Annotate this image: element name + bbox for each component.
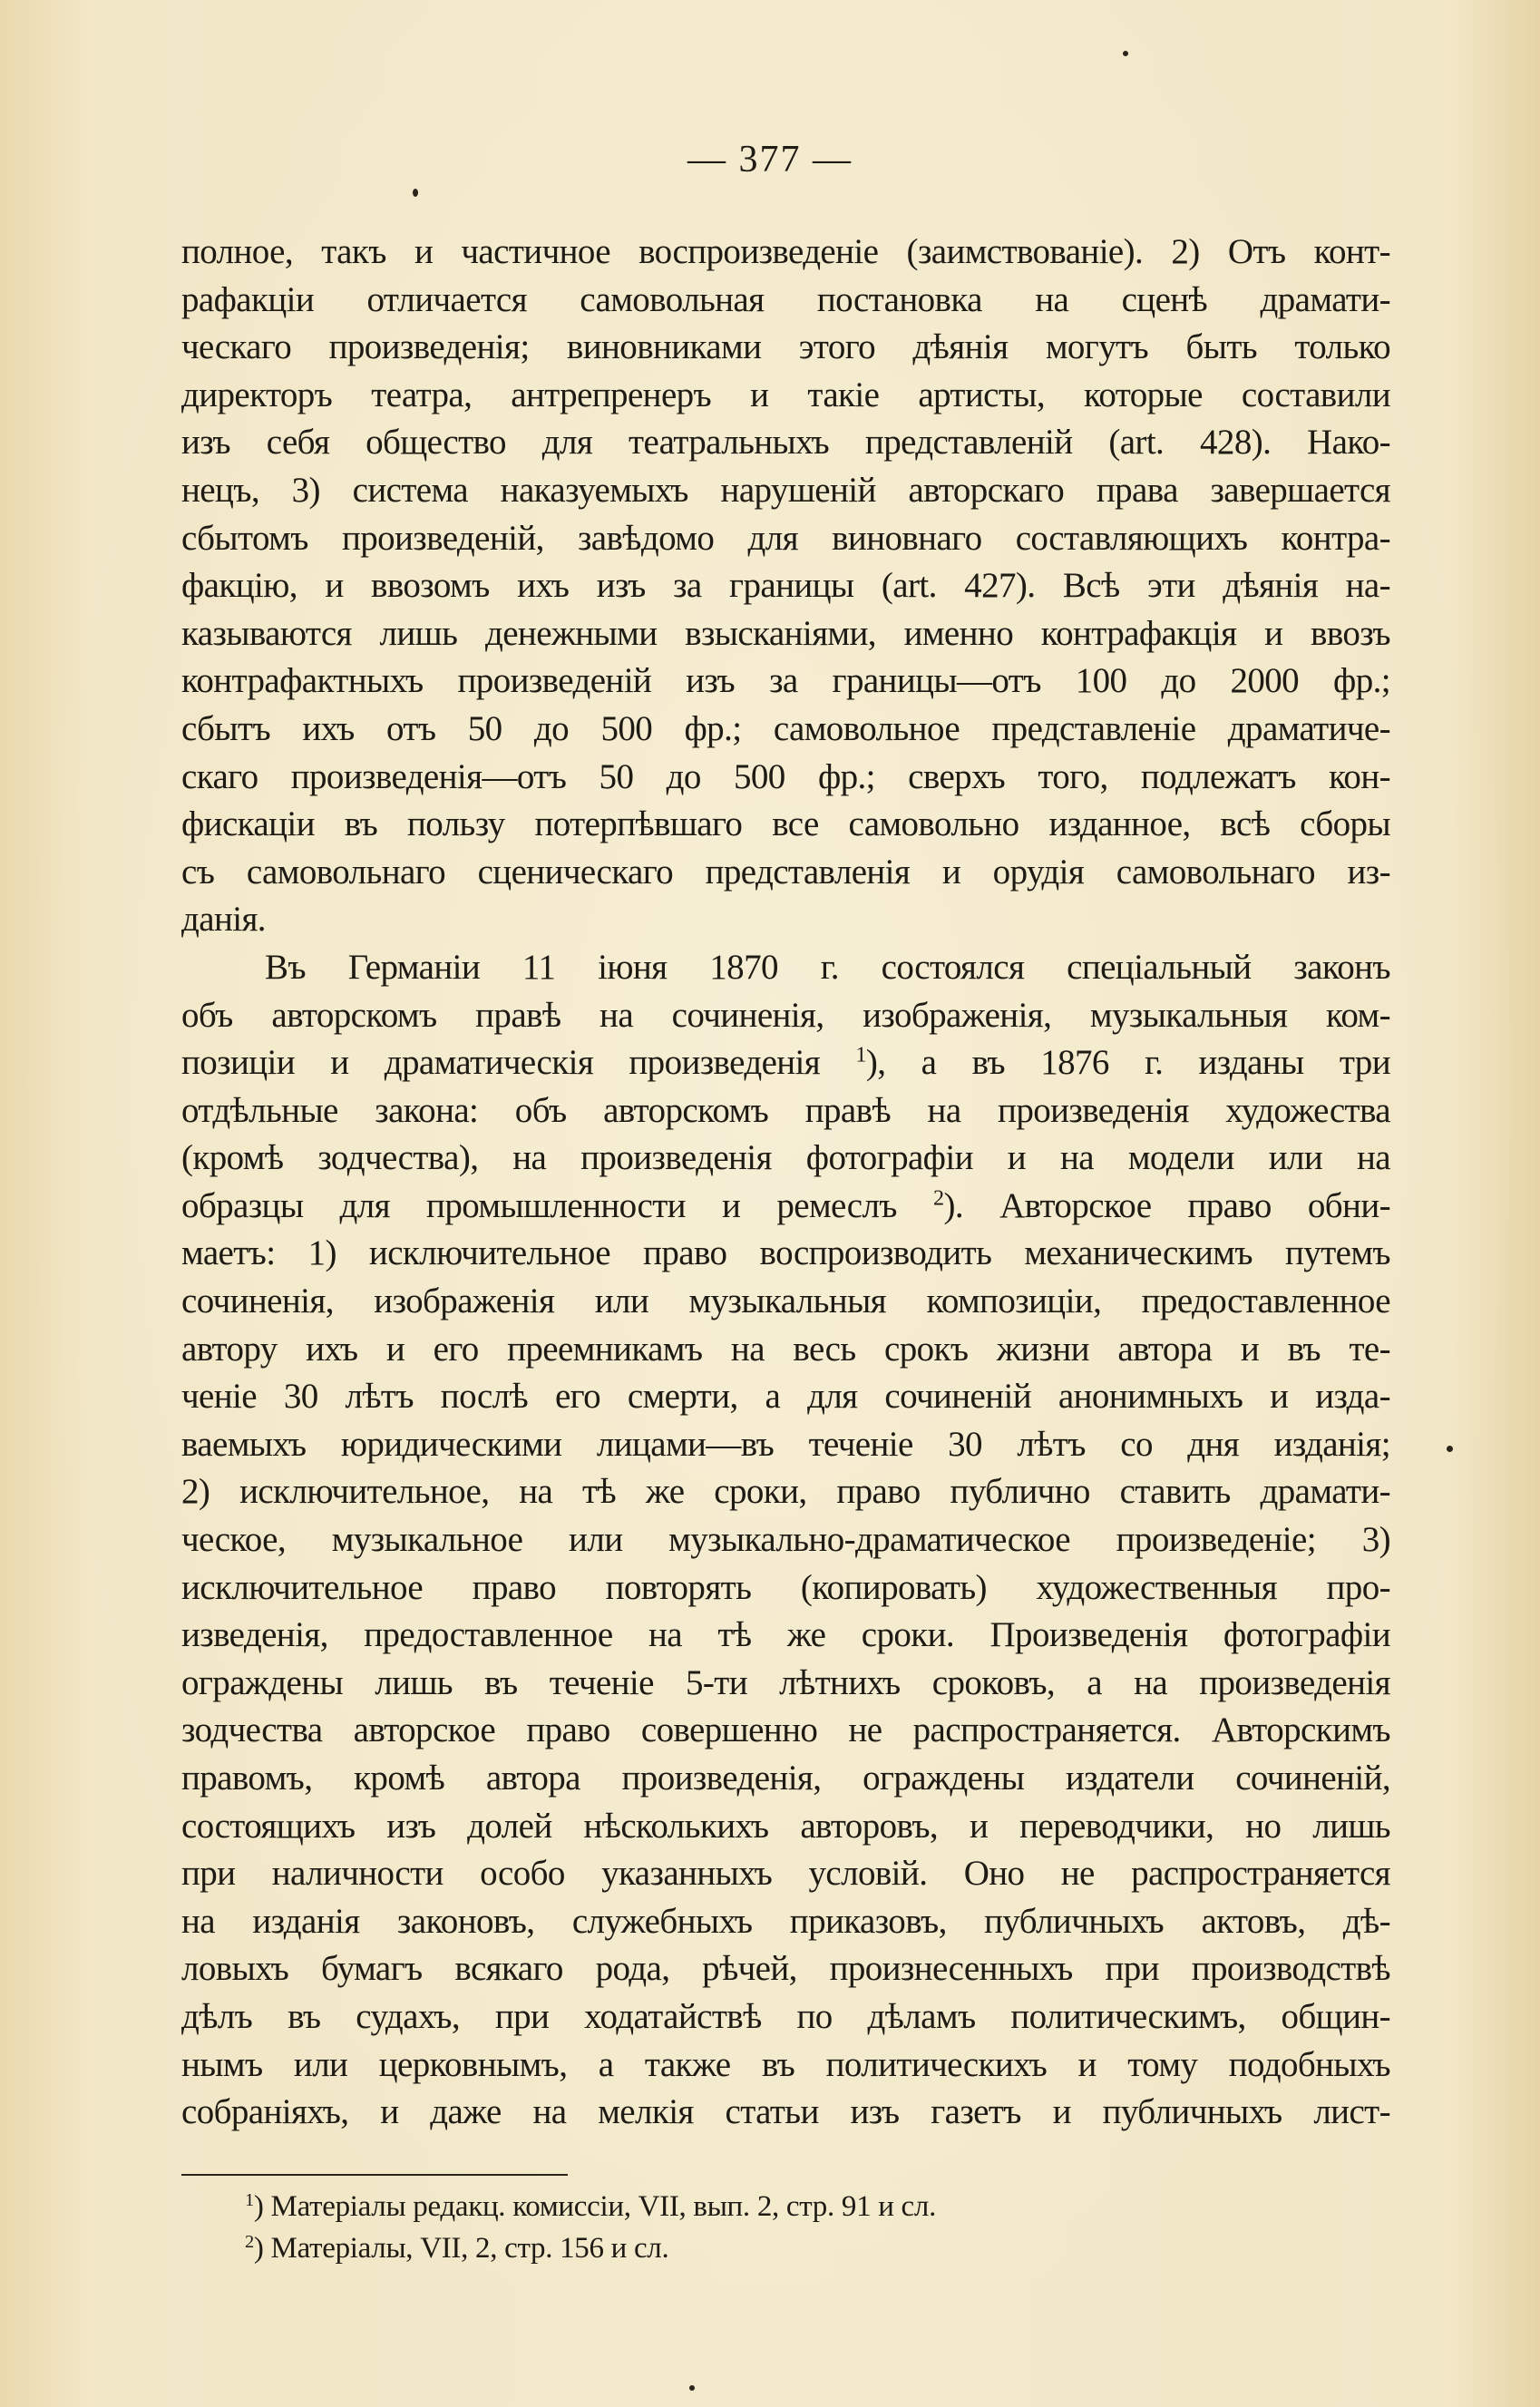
text-line: нецъ, 3) система наказуемыхъ нарушенiй авторскаго права завершается	[181, 470, 1390, 510]
text-line-with-note	[181, 1039, 1390, 1087]
footnote-1	[245, 2186, 1243, 2227]
text-line: исключительное право повторять (копировать) художественныя про-	[181, 1567, 1390, 1607]
text-line: рафакцiи отличается самовольная постановка на сценѣ драмати-	[181, 279, 1390, 319]
ink-speck	[413, 189, 418, 197]
text-line: собранiяхъ, и даже на мелкiя статьи изъ газетъ и публичныхъ лист-	[181, 2092, 1390, 2132]
footnote-mark: 1	[245, 2189, 254, 2210]
text-line: при наличности особо указанныхъ условiй. Оно не распространяется	[181, 1854, 1390, 1894]
footnote-ref-1: 1	[855, 1042, 866, 1067]
text-line: изведенiя, предоставленное на тѣ же сроки. Произведенiя фотографiи	[181, 1615, 1390, 1655]
text-line: казываются лишь денежными взысканiями, именно контрафакцiя и ввозъ	[181, 613, 1390, 653]
text-line: факцiю, и ввозомъ ихъ изъ за границы (art. 427). Всѣ эти дѣянiя на-	[181, 566, 1390, 606]
text-line: съ самовольнаго сценическаго представленiя и орудiя самовольнаго из-	[181, 852, 1390, 892]
text-line: директоръ театра, антрепренеръ и такiе артисты, которые составили	[181, 375, 1390, 414]
ink-speck	[689, 2385, 695, 2391]
text-line: контрафактныхъ произведенiй изъ за границы—отъ 100 до 2000 фр.;	[181, 661, 1390, 701]
text-line: ограждены лишь въ теченiе 5-ти лѣтнихъ сроковъ, а на произведенiя	[181, 1662, 1390, 1702]
text-line: отдѣльные закона: объ авторскомъ правѣ на произведенiя художества	[181, 1090, 1390, 1130]
text-line: 2) исключительное, на тѣ же сроки, право публично ставить драмати-	[181, 1472, 1390, 1512]
text-line: сбытъ ихъ отъ 50 до 500 фр.; самовольное представленiе драматиче-	[181, 708, 1390, 748]
text-line: автору ихъ и его преемникамъ на весь срокъ жизни автора и въ те-	[181, 1329, 1390, 1369]
text-line: маетъ: 1) исключительное право воспроизводить механическимъ путемъ	[181, 1233, 1390, 1273]
text-line: скаго произведенiя—отъ 50 до 500 фр.; сверхъ того, подлежатъ кон-	[181, 756, 1390, 796]
footnote-text: ) Матерiалы редакц. комиссiи, VII, вып. 2, стр. 91 и сл.	[253, 2190, 937, 2223]
text-line: объ авторскомъ правѣ на сочиненiя, изображенiя, музыкальныя ком-	[181, 995, 1390, 1035]
text-line-with-note	[181, 1183, 1390, 1231]
text-fragment: образцы для промышленности и ремеслъ	[181, 1185, 897, 1225]
footnote-2	[245, 2227, 1243, 2269]
footnote-divider	[181, 2174, 568, 2176]
text-line: сбытомъ произведенiй, завѣдомо для виновнаго составляющихъ контра-	[181, 518, 1390, 558]
text-line: ченiе 30 лѣтъ послѣ его смерти, а для сочиненiй анонимныхъ и изда-	[181, 1377, 1390, 1417]
text-fragment: позицiи и драматическiя произведенiя	[181, 1043, 821, 1083]
text-line: на изданiя законовъ, служебныхъ приказовъ, публичныхъ актовъ, дѣ-	[181, 1901, 1390, 1941]
body-text	[181, 229, 1390, 2137]
text-line: нымъ или церковнымъ, а также въ политическихъ и тому подобныхъ	[181, 2044, 1390, 2084]
text-line: изъ себя общество для театральныхъ представленiй (art. 428). Нако-	[181, 423, 1390, 463]
footnote-text: ) Матерiалы, VII, 2, стр. 156 и сл.	[253, 2232, 669, 2265]
ink-speck	[1123, 51, 1128, 56]
text-line: ваемыхъ юридическими лицами—въ теченiе 30 лѣтъ со дня изданiя;	[181, 1424, 1390, 1464]
paragraph-start-line: Въ Германiи 11 iюня 1870 г. состоялся спецiальный законъ	[265, 947, 1390, 987]
text-fragment: ). Авторское право обни-	[943, 1185, 1390, 1225]
text-line: ловыхъ бумагъ всякаго рода, рѣчей, произнесенныхъ при производствѣ	[181, 1949, 1390, 1989]
paragraph-end-line: данiя.	[181, 900, 266, 940]
text-line: полное, такъ и частичное воспроизведенiе (заимствованiе). 2) Отъ конт-	[181, 232, 1390, 271]
page-number: — 377 —	[687, 139, 853, 180]
text-line: фискацiи въ пользу потерпѣвшаго все самовольно изданное, всѣ сборы	[181, 804, 1390, 844]
text-line: (кромѣ зодчества), на произведенiя фотографiи и на модели или на	[181, 1138, 1390, 1178]
text-line: дѣлъ въ судахъ, при ходатайствѣ по дѣламъ политическимъ, общин-	[181, 1996, 1390, 2036]
text-line: зодчества авторское право совершенно не распространяется. Авторскимъ	[181, 1710, 1390, 1750]
footnote-ref-2: 2	[932, 1185, 944, 1211]
footnote-mark: 2	[245, 2231, 254, 2252]
ink-speck	[1447, 1446, 1453, 1452]
text-line: ческаго произведенiя; виновниками этого дѣянiя могутъ быть только	[181, 327, 1390, 367]
footnotes	[245, 2186, 1243, 2269]
text-line: правомъ, кромѣ автора произведенiя, ограждены издатели сочиненiй,	[181, 1759, 1390, 1798]
text-line: состоящихъ изъ долей нѣсколькихъ авторовъ, и переводчики, но лишь	[181, 1806, 1390, 1846]
text-line: ческое, музыкальное или музыкально-драматическое произведенiе; 3)	[181, 1520, 1390, 1560]
text-fragment: ), а въ 1876 г. изданы три	[865, 1043, 1390, 1083]
text-line: сочиненiя, изображенiя или музыкальныя композицiи, предоставленное	[181, 1281, 1390, 1321]
